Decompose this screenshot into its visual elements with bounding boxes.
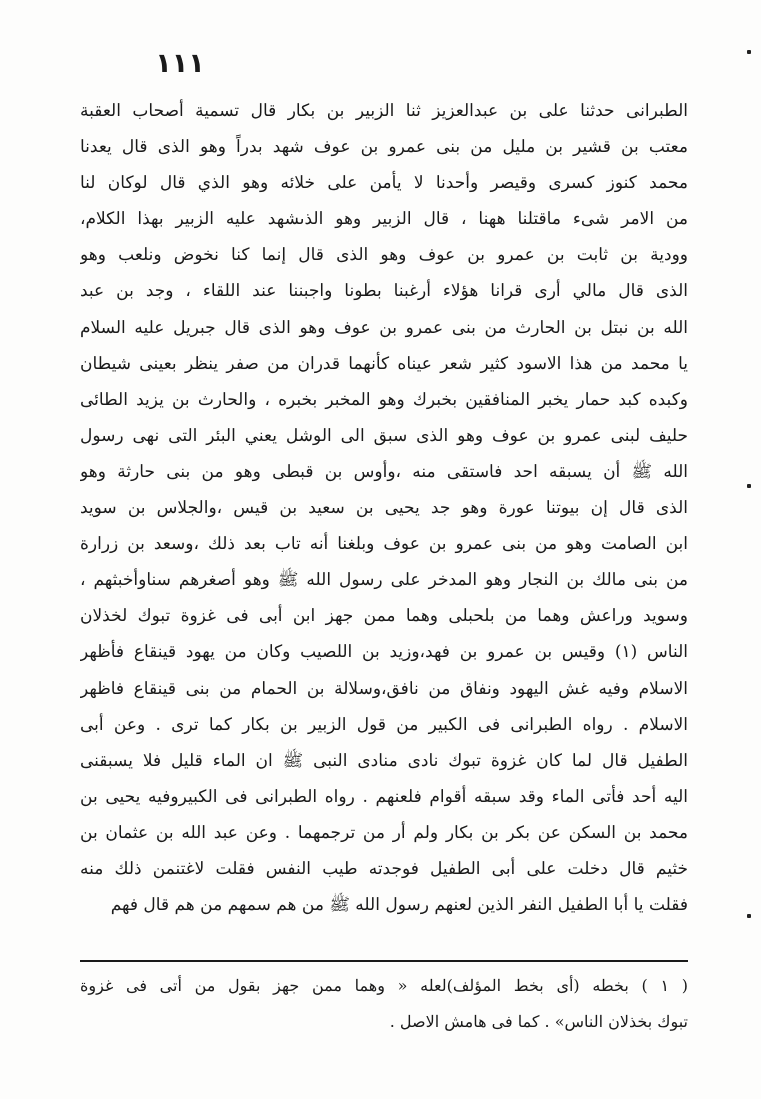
- text-line: وودية بن ثابت بن عمرو بن عوف وهو الذى قال إنما كنا نخوض ونلعب وهو: [80, 245, 688, 266]
- text-line: من الامر شىء ماقتلنا ههنا ، قال الزبير وهو الذىشهد عليه الزبير بهذا الكلام،: [80, 209, 688, 230]
- text-line: الناس (١) وقيس بن عمرو بن فهد،وزيد بن اللصيب وكان من يهود قينقاع فأظهر: [80, 642, 688, 663]
- text-line: يا محمد من هذا الاسود كثير شعر عيناه كأنهما قدران من صفر ينظر بعينى شيطان: [80, 353, 688, 374]
- text-line: وسويد وراعش وهما من بلحبلى وهما ممن جهز ابن أبى فى غزوة تبوك لخذلان: [80, 606, 688, 627]
- main-text-block: [80, 93, 688, 923]
- scan-speck: [747, 50, 751, 54]
- text-line: الاسلام وفيه غش اليهود ونفاق من نافق،وسلالة بن الحمام من بنى قينقاع فاظهر: [80, 678, 688, 699]
- text-line: حليف لبنى عمرو بن عوف وهو الذى سبق الى الوشل يعني البئر التى نهى رسول: [80, 425, 688, 446]
- page-number: ١١١: [155, 48, 205, 79]
- text-line: محمد كنوز كسرى وقيصر وأحدنا لا يأمن على خلائه وهو الذي قال لوكان لنا: [80, 173, 688, 194]
- text-line: خثيم قال دخلت على أبى الطفيل فوجدته طيب النفس فقلت لاغتنمن ذلك منه: [80, 858, 688, 879]
- scan-speck: [747, 484, 751, 488]
- text-line: الذى قال إن بيوتنا عورة وهو جد يحيى بن سعيد بن قيس ،والجلاس بن سويد: [80, 498, 688, 519]
- footnote-line: ( ١ ) بخطه (أى بخط المؤلف)لعله « وهما ممن جهز بقول من أتى فى غزوة: [80, 976, 688, 995]
- text-line: محمد بن السكن عن بكر بن بكار ولم أر من ترجمهما . وعن عبد الله بن عثمان بن: [80, 822, 688, 843]
- scan-speck: [747, 914, 751, 918]
- text-line: الطفيل قال لما كان غزوة تبوك نادى منادى النبى ﷺ ان الماء قليل فلا يسبقنى: [80, 750, 688, 771]
- text-line: فقلت يا أبا الطفيل النفر الذين لعنهم رسول الله ﷺ من هم سمهم من هم قال فهم: [110, 895, 688, 916]
- text-line: اليه أحد فأتى الماء وقد سبقه أقوام فلعنهم . رواه الطبرانى فى الكبيروفيه يحيى بن: [80, 786, 688, 807]
- text-line: وكبده كبد حمار يخبر المنافقين بخبرك وهو المخبر بخبره ، والحارث بن يزيد الطائى: [80, 389, 688, 410]
- text-line: معتب بن قشير بن مليل من بنى عمرو بن عوف شهد بدراً وهو الذى قال يعدنا: [80, 137, 688, 158]
- text-line: الذى قال مالي أرى قرانا هؤلاء أرغبنا بطونا واجبننا عند اللقاء ، وجد بن عبد: [80, 281, 688, 302]
- text-line: من بنى مالك بن النجار وهو المدخر على رسول الله ﷺ وهو أصغرهم سناوأخبثهم ،: [80, 570, 688, 591]
- text-line: الطبرانى حدثنا على بن عبدالعزيز ثنا الزبير بن بكار قال تسمية أصحاب العقبة: [80, 101, 688, 121]
- text-line: الاسلام . رواه الطبرانى فى الكبير من قول الزبير بن بكار كما ترى . وعن أبى: [80, 714, 688, 735]
- text-line: الله بن نبتل بن الحارث من بنى عمرو بن عوف وهو الذى قال جبريل عليه السلام: [80, 317, 688, 338]
- text-line: الله ﷺ أن يسبقه احد فاستقى منه ،وأوس بن قبطى وهو من بنى حارثة وهو: [80, 461, 688, 482]
- footnote-divider: [80, 960, 688, 962]
- text-line: ابن الصامت وهو من بنى عمرو بن عوف وبلغنا أنه تاب بعد ذلك ،وسعد بن زرارة: [80, 534, 688, 555]
- footnote-line: تبوك بخذلان الناس» . كما فى هامش الاصل .: [389, 1012, 688, 1031]
- footnote-block: [80, 968, 688, 1040]
